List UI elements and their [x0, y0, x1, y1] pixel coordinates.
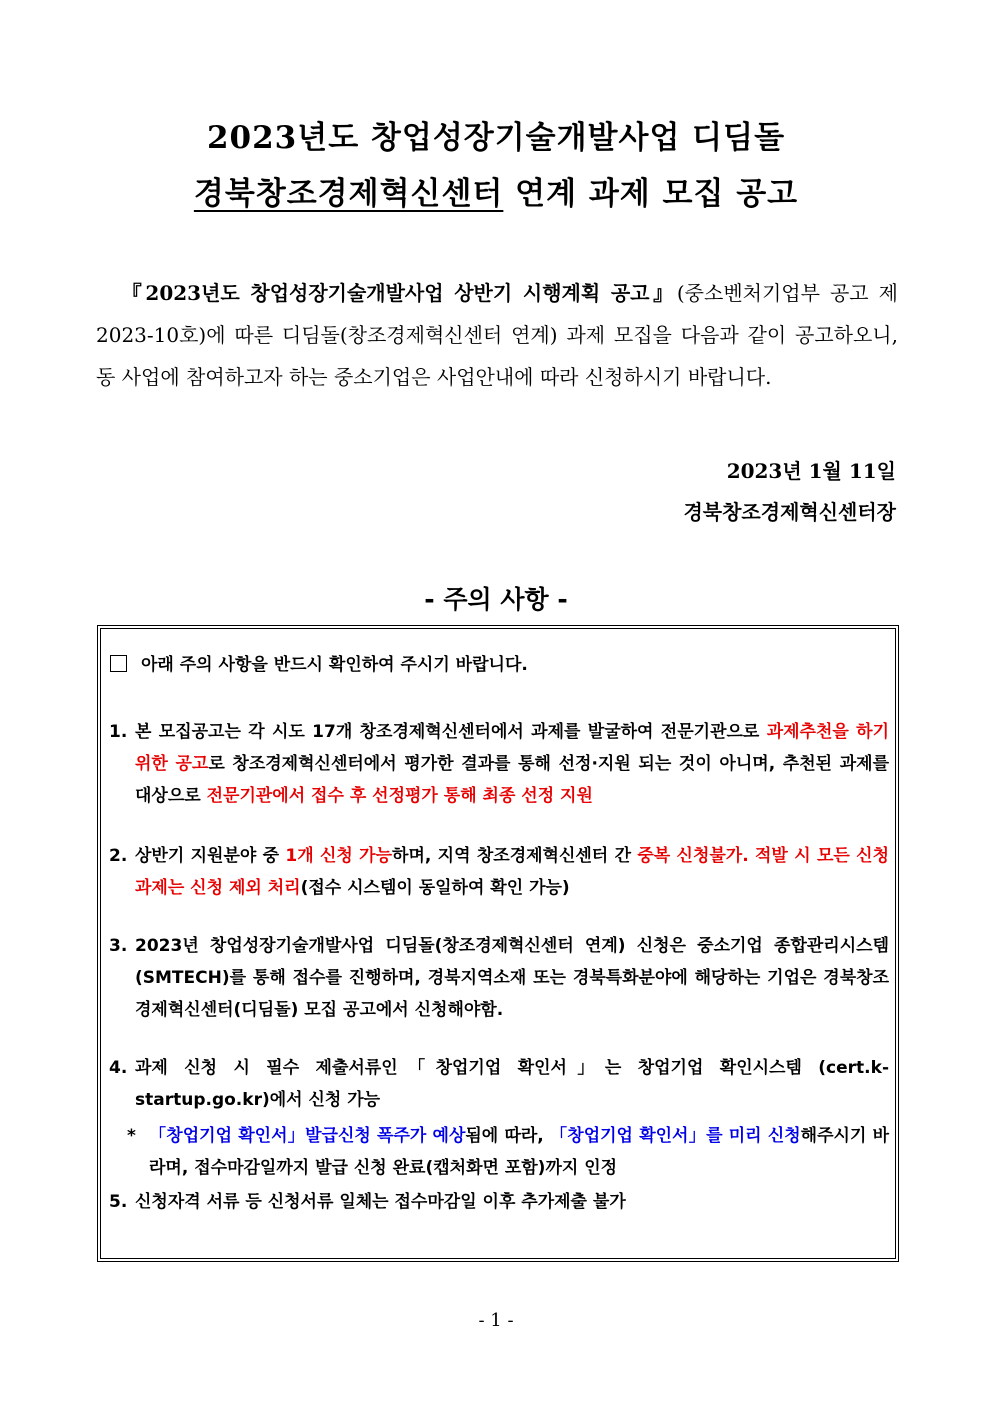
item-2-red-d: 중복 신청불가. 적발 시 모든 신청과제는 신청 제외 처리 [135, 846, 889, 898]
title-line-2 [0, 168, 992, 213]
item-1-text-c: 로 창조경제혁신센터에서 평가한 결과를 통해 선정·지원 되는 것이 아니며, 추천된 과제를 대상으로 [135, 754, 889, 806]
title-line-1: 2023년도 창업성장기술개발사업 디딤돌 [206, 120, 786, 156]
item-5-number: 5. [109, 1192, 128, 1212]
notice-check-line [110, 650, 890, 675]
title-line-2-rest: 연계 과제 모집 공고 [503, 176, 799, 212]
notice-check-text: 아래 주의 사항을 반드시 확인하여 주시기 바랍니다. [141, 655, 528, 675]
item-4-text: 과제 신청 시 필수 제출서류인「창업기업 확인서」는 창업기업 확인시스템 (cert.k-startup.go.kr)에서 신청 가능 [135, 1058, 889, 1110]
title-center-name: 경북창조경제혁신센터 [193, 176, 504, 212]
notice-item-4-block [109, 1052, 889, 1116]
item-4-number: 4. [109, 1058, 128, 1078]
intro-reference: 『2023년도 창업성장기술개발사업 상반기 시행계획 공고』 [118, 281, 677, 305]
item-5-text: 신청자격 서류 등 신청서류 일체는 접수마감일 이후 추가제출 불가 [135, 1192, 626, 1212]
intro-text: (중소벤처기업부 공고 제2023-10호)에 따른 디딤돌(창조경제혁신센터 연계) 과제 모집을 다음과 같이 공고하오니, 동 사업에 참여하고자 하는 중소기업은 사업안내에 따라 신청하시기 바랍니다. [96, 281, 898, 389]
intro-paragraph [96, 272, 898, 398]
notice-item-3-block [109, 930, 889, 1026]
note-blue-c: 「창업기업 확인서」를 미리 신청 [549, 1126, 801, 1146]
item-2-number: 2. [109, 846, 128, 866]
note-star: * [127, 1126, 136, 1146]
notice-item-5-block [109, 1186, 889, 1218]
notice-item-1-block [109, 716, 889, 812]
item-2-red-b: 1개 신청 가능 [285, 846, 393, 866]
checkbox-square-icon [110, 655, 127, 672]
notice-heading: - 주의 사항 - [424, 585, 568, 614]
note-blue-a: 「창업기업 확인서」발급신청 폭주가 예상 [149, 1126, 466, 1146]
item-1-red-d: 전문기관에서 접수 후 선정평가 통해 최종 선정 지원 [206, 786, 593, 806]
issuer-name: 경북창조경제혁신센터장 [683, 500, 896, 524]
note-text-b: 됨에 따라, [465, 1126, 550, 1146]
notice-body-lines [109, 716, 889, 1218]
item-1-text-a: 본 모집공고는 각 시도 17개 창조경제혁신센터에서 과제를 발굴하여 전문기관으로 [135, 722, 767, 742]
page-number: - 1 - [478, 1310, 514, 1331]
notice-item-4-note [109, 1120, 889, 1184]
item-3-text: 2023년 창업성장기술개발사업 디딤돌(창조경제혁신센터 연계) 신청은 중소기업 종합관리시스템(SMTECH)를 통해 접수를 진행하며, 경북지역소재 또는 경북특화분야에 해당하는 기업은 경북창조경제혁신센터(디딤돌) 모집 공고에서 신청해야함. [135, 936, 889, 1020]
notice-item-2-block [109, 840, 889, 904]
item-2-text-a: 상반기 지원분야 중 [135, 846, 286, 866]
item-1-number: 1. [109, 722, 128, 742]
notice-content [110, 650, 890, 707]
item-1-red-b: 과제추천을 하기 위한 공고 [135, 722, 889, 774]
announcement-date: 2023년 1월 11일 [726, 459, 896, 483]
item-2-text-c: 하며, 지역 창조경제혁신센터 간 [392, 846, 638, 866]
item-2-text-e: (접수 시스템이 동일하여 확인 가능) [300, 878, 570, 898]
item-3-number: 3. [109, 936, 128, 956]
note-text-d: 해주시기 바라며, 접수마감일까지 발급 신청 완료(캡처화면 포함)까지 인정 [149, 1126, 890, 1178]
